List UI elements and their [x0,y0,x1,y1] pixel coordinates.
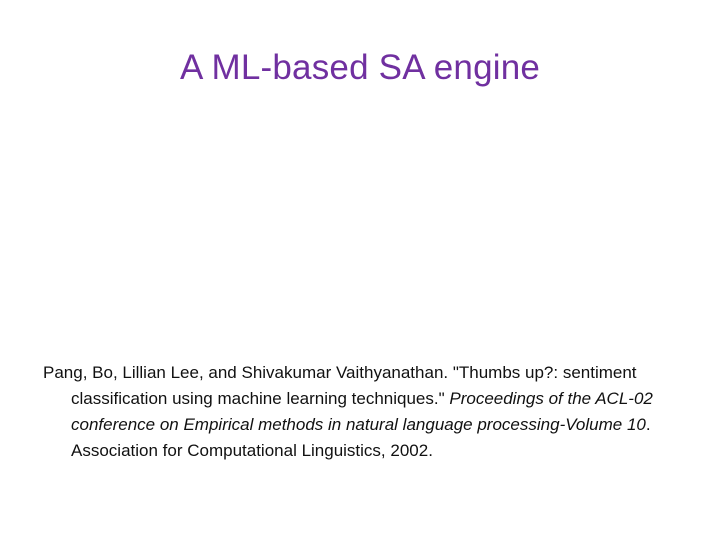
citation-venue: Proceedings of the ACL-02 conference on Empirical methods in natural language processing-Volume 10 [71,389,653,434]
citation-publisher-year: . Association for Computational Linguistics, 2002. [71,415,651,460]
reference-citation [43,360,683,464]
citation-authors-title: Pang, Bo, Lillian Lee, and Shivakumar Vaithyanathan. "Thumbs up?: sentiment classification using machine learning techniques." [43,363,637,408]
slide-title: A ML-based SA engine [179,48,541,87]
